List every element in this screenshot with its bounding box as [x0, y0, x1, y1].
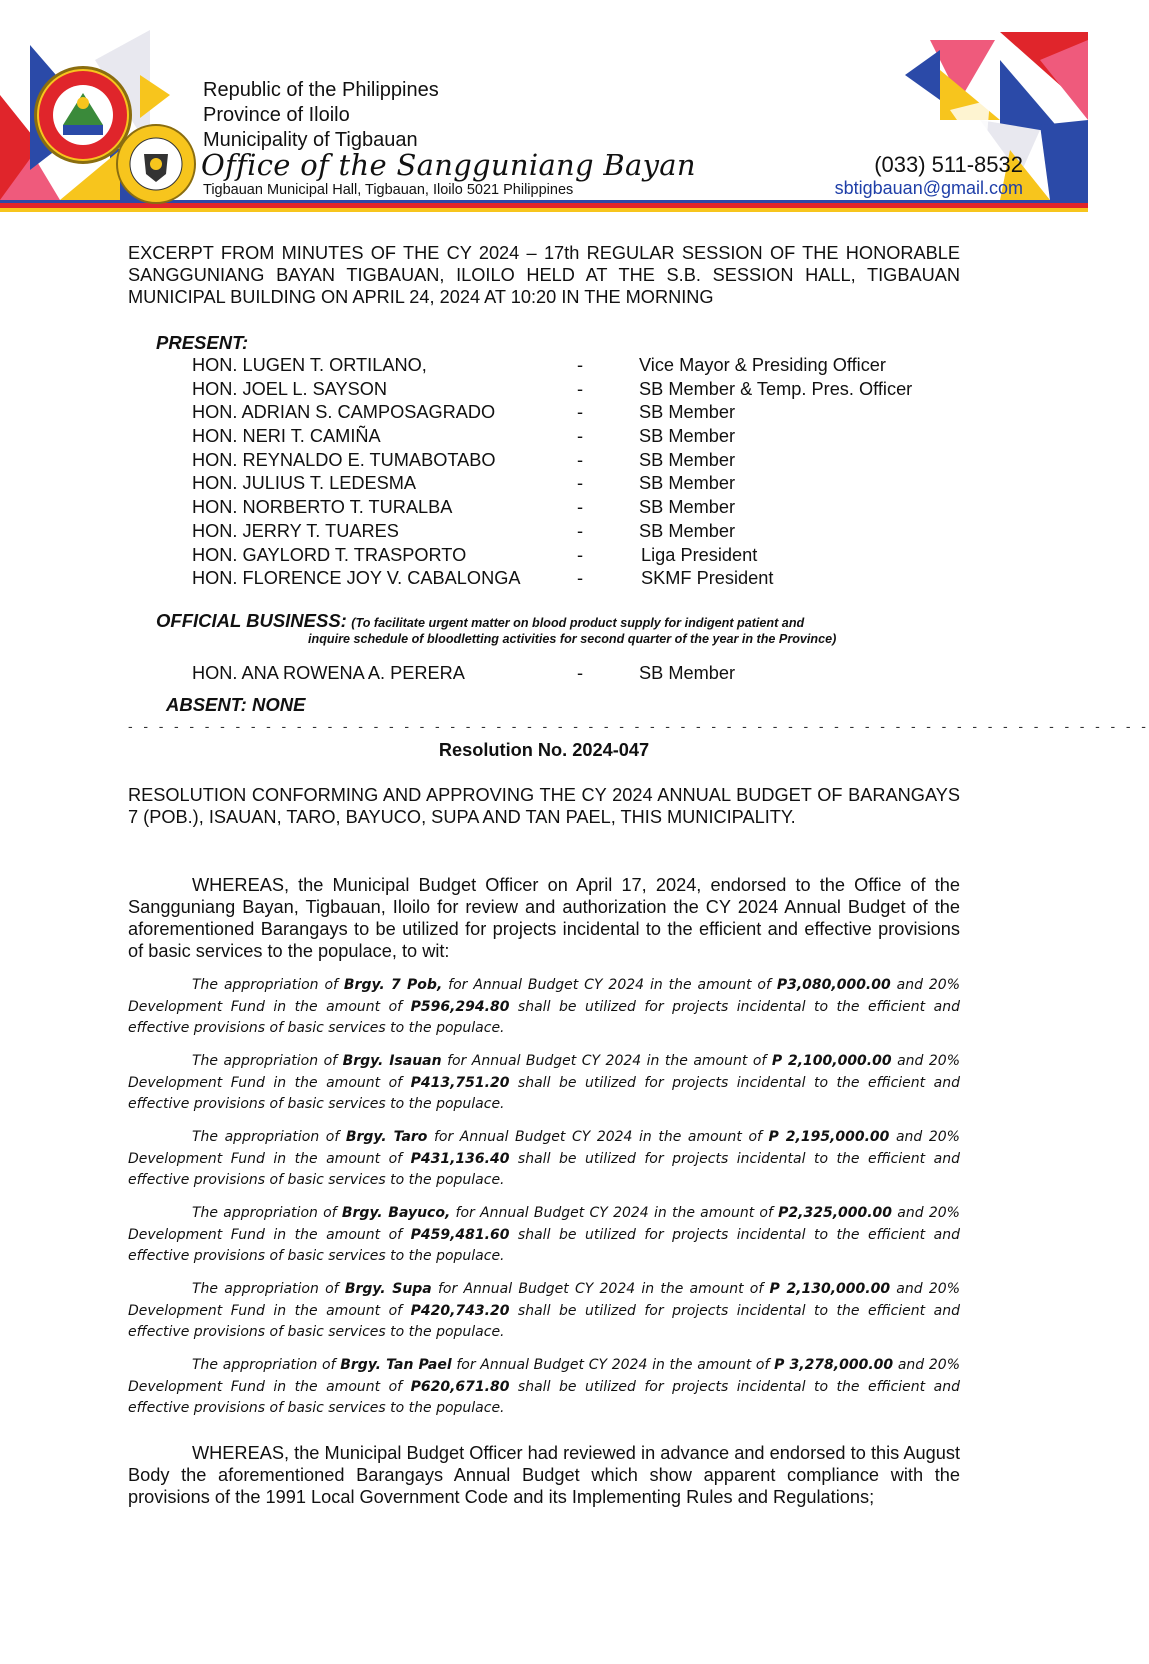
member-position: Vice Mayor & Presiding Officer: [639, 355, 886, 375]
development-fund-amount: P420,743.20: [410, 1302, 510, 1319]
text: and 20% Development Fund in the amount of: [128, 1129, 960, 1167]
development-fund-amount: P431,136.40: [410, 1150, 510, 1167]
member-name: HON. REYNALDO E. TUMABOTABO: [192, 449, 496, 470]
roster-row: [192, 567, 992, 591]
appropriation-paragraph: [128, 975, 960, 1040]
resolution-title: RESOLUTION CONFORMING AND APPROVING THE CY 2024 ANNUAL BUDGET OF BARANGAYS 7 (POB.), ISAUAN, TARO, BAYUCO, SUPA AND TAN PAEL, THIS MUNICIPALITY.: [128, 785, 960, 827]
member-position: SKMF President: [641, 568, 774, 589]
separator: -: [577, 497, 584, 518]
roster-row: [192, 378, 992, 402]
separator: -: [577, 449, 584, 470]
member-name: HON. FLORENCE JOY V. CABALONGA: [192, 568, 521, 589]
budget-amount: P2,325,000.00: [778, 1205, 893, 1221]
barangay-name: Brgy. Taro: [345, 1129, 428, 1145]
office-address: Tigbauan Municipal Hall, Tigbauan, Iloilo 5021 Philippines: [203, 182, 574, 198]
member-name: HON. JERRY T. TUARES: [192, 520, 399, 541]
text: and 20% Development Fund in the amount of: [128, 1357, 960, 1395]
text: The appropriation of: [192, 1205, 342, 1221]
province-line: Province of Iloilo: [203, 104, 350, 126]
member-name: HON. GAYLORD T. TRASPORTO: [192, 544, 467, 565]
roster-row: [192, 354, 992, 378]
member-position: SB Member: [639, 497, 736, 518]
barangay-name: Brgy. 7 Pob,: [343, 977, 443, 993]
text: for Annual Budget CY 2024 in the amount of: [427, 1129, 769, 1145]
whereas-clause-2: WHEREAS, the Municipal Budget Officer had reviewed in advance and endorsed to this August Body the aforementioned Barangays Annual Budget which show apparent compliance with the provisions of the 1991 Local Government Code and its Implementing Rules and Regulations;: [128, 1443, 960, 1507]
text: and 20% Development Fund in the amount of: [128, 977, 961, 1015]
roster-row: [192, 496, 992, 520]
section-divider: - - - - - - - - - - - - - - - - - - - - - - - - - - - - - - - - - - - - - - - - - - - - - - - - - - - - - - - - - - - - - - - - - - -: [128, 718, 1149, 734]
member-position: SB Member: [639, 663, 736, 683]
roster-row: [192, 544, 992, 568]
text: shall be utilized for projects incidental to the efficient and effective provisions of basic services to the populace.: [128, 1226, 960, 1264]
header-lines: [203, 78, 439, 153]
appropriation-paragraph: [128, 1051, 960, 1116]
roster-row: [192, 520, 992, 544]
office-title: Office of the Sangguniang Bayan: [201, 148, 696, 182]
text: The appropriation of: [192, 1053, 343, 1069]
member-position: SB Member: [639, 473, 736, 494]
text: The appropriation of: [192, 977, 344, 993]
appropriation-paragraph: [128, 1203, 960, 1268]
text: shall be utilized for projects incidental to the efficient and effective provisions of basic services to the populace.: [128, 1378, 960, 1416]
present-label: PRESENT:: [156, 332, 249, 353]
text: The appropriation of: [192, 1281, 345, 1297]
barangay-name: Brgy. Supa: [344, 1281, 432, 1297]
official-business-row: [192, 662, 972, 686]
member-position: SB Member: [639, 449, 736, 470]
separator: -: [577, 355, 584, 375]
office-phone: (033) 511-8532: [874, 152, 1023, 177]
sangguniang-bayan-seal-icon: [118, 126, 194, 202]
roster-row: [192, 449, 992, 473]
text: and 20% Development Fund in the amount of: [128, 1281, 960, 1319]
development-fund-amount: P620,671.80: [410, 1378, 510, 1395]
official-business-label: OFFICIAL BUSINESS:: [156, 610, 347, 631]
development-fund-amount: P413,751.20: [410, 1074, 510, 1091]
official-business-block: [156, 610, 976, 683]
development-fund-amount: P596,294.80: [410, 998, 510, 1015]
text: and 20% Development Fund in the amount of: [128, 1053, 961, 1091]
separator: -: [577, 402, 584, 423]
member-position: SB Member & Temp. Pres. Officer: [639, 378, 913, 399]
text: and 20% Development Fund in the amount of: [128, 1205, 960, 1243]
absent-line: ABSENT: NONE: [166, 694, 306, 715]
sangguniang-bayan-seal: [116, 124, 196, 204]
budget-amount: P 2,100,000.00: [771, 1053, 892, 1069]
whereas-clause-1: WHEREAS, the Municipal Budget Officer on April 17, 2024, endorsed to the Office of the Sangguniang Bayan, Tigbauan, Iloilo for review and authorization the CY 2024 Annual Budget of the aforementioned Barangays to be utilized for projects incidental to the efficient and effective provisions of basic services to the populace, to wit:: [128, 875, 960, 961]
municipality-seal-icon: [37, 69, 129, 161]
member-position: SB Member: [639, 426, 736, 447]
municipality-line: Municipality of Tigbauan: [203, 129, 418, 151]
text: shall be utilized for projects incidental to the efficient and effective provisions of basic services to the populace.: [128, 998, 960, 1036]
text: The appropriation of: [192, 1357, 341, 1373]
separator: -: [577, 473, 584, 494]
minutes-intro: EXCERPT FROM MINUTES OF THE CY 2024 – 17th REGULAR SESSION OF THE HONORABLE SANGGUNIANG BAYAN TIGBAUAN, ILOILO HELD AT THE S.B. SESSION HALL, TIGBAUAN MUNICIPAL BUILDING ON APRIL 24, 2024 AT 10:20 IN THE MORNING: [128, 243, 960, 307]
office-email[interactable]: sbtigbauan@gmail.com: [834, 178, 1023, 198]
member-name: HON. NORBERTO T. TURALBA: [192, 497, 453, 518]
budget-amount: P 3,278,000.00: [774, 1357, 894, 1373]
text: for Annual Budget CY 2024 in the amount of: [442, 977, 777, 993]
separator: -: [577, 426, 584, 447]
separator: -: [577, 520, 584, 541]
appropriation-paragraph: [128, 1127, 960, 1192]
separator: -: [577, 568, 584, 589]
separator: -: [577, 544, 584, 565]
roster-row: [192, 425, 992, 449]
separator: -: [577, 663, 584, 683]
member-name: HON. JULIUS T. LEDESMA: [192, 473, 417, 494]
member-position: SB Member: [639, 402, 736, 423]
member-name: HON. NERI T. CAMIÑA: [192, 426, 381, 447]
separator: -: [577, 378, 584, 399]
official-business-note-cont: inquire schedule of bloodletting activities for second quarter of the year in the Province): [308, 632, 837, 646]
text: for Annual Budget CY 2024 in the amount of: [441, 1053, 772, 1069]
appropriation-paragraph: [128, 1279, 960, 1344]
member-name: HON. ADRIAN S. CAMPOSAGRADO: [192, 402, 496, 423]
text: The appropriation of: [192, 1129, 346, 1145]
budget-amount: P 2,195,000.00: [768, 1129, 890, 1145]
letterhead: [0, 0, 1088, 224]
header-stripe-yellow: [0, 208, 1088, 212]
text: shall be utilized for projects incidental to the efficient and effective provisions of basic services to the populace.: [128, 1074, 960, 1112]
text: for Annual Budget CY 2024 in the amount of: [431, 1281, 770, 1297]
text: shall be utilized for projects incidental to the efficient and effective provisions of basic services to the populace.: [128, 1302, 960, 1340]
appropriation-paragraph: [128, 1355, 960, 1420]
barangay-name: Brgy. Isauan: [342, 1053, 442, 1069]
roster-row: [192, 401, 992, 425]
development-fund-amount: P459,481.60: [410, 1226, 510, 1243]
barangay-name: Brgy. Tan Pael: [340, 1357, 452, 1373]
text: for Annual Budget CY 2024 in the amount of: [451, 1357, 775, 1373]
budget-amount: P3,080,000.00: [776, 977, 891, 993]
member-name: HON. ANA ROWENA A. PERERA: [192, 663, 465, 683]
member-position: Liga President: [641, 544, 758, 565]
roster-row: [192, 472, 992, 496]
official-business-note: (To facilitate urgent matter on blood product supply for indigent patient and: [351, 616, 805, 630]
resolution-number: Resolution No. 2024-047: [438, 740, 650, 760]
member-name: HON. LUGEN T. ORTILANO,: [192, 355, 427, 375]
barangay-name: Brgy. Bayuco,: [341, 1205, 451, 1221]
budget-amount: P 2,130,000.00: [769, 1281, 891, 1297]
member-name: HON. JOEL L. SAYSON: [192, 378, 388, 399]
present-roster: [192, 354, 992, 591]
republic-line: Republic of the Philippines: [203, 79, 439, 101]
member-position: SB Member: [639, 520, 736, 541]
text: shall be utilized for projects incidental to the efficient and effective provisions of basic services to the populace.: [128, 1150, 960, 1188]
text: for Annual Budget CY 2024 in the amount of: [450, 1205, 779, 1221]
